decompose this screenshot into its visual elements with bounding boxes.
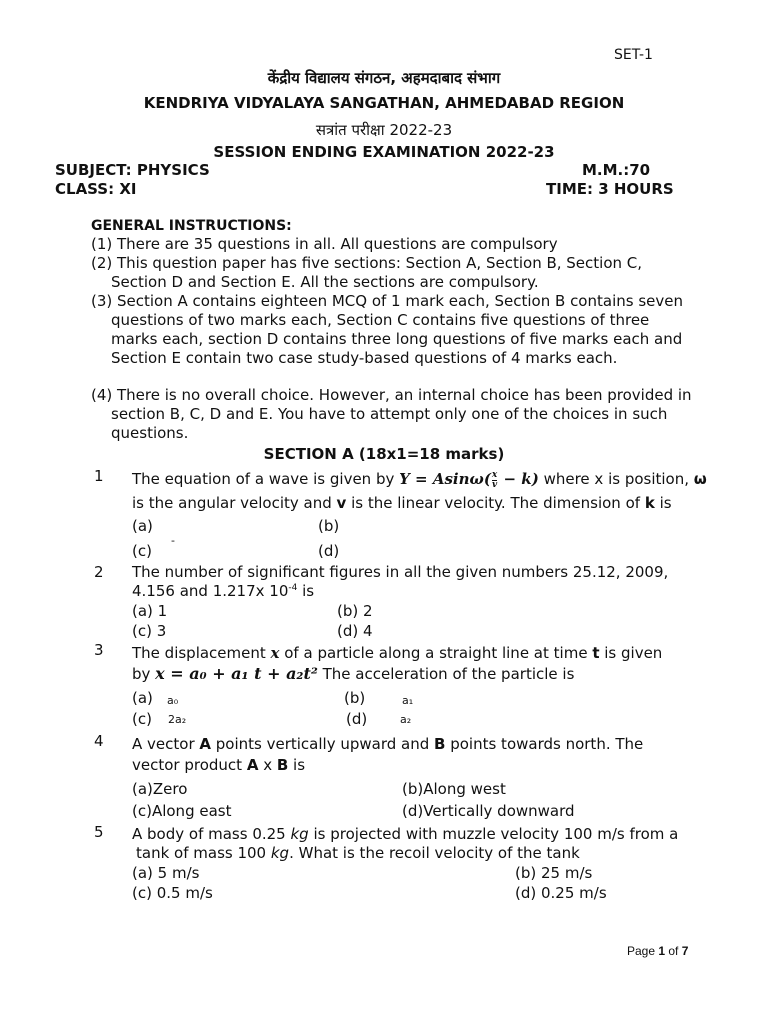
q2-option-c: (c) 3 [132,622,167,640]
q3-number: 3 [94,641,104,659]
q2-line2: 4.156 and 1.217x $10^{-4}$ is [132,582,315,600]
q2-line1: The number of significant figures in all the given numbers 25.12, 2009, [132,563,669,581]
q3-line1: The displacement x of a particle along a straight line at time t is given [132,644,663,662]
q4-option-b: (b)Along west [402,780,506,798]
q4-number: 4 [94,732,104,750]
instruction-2: (2) This question paper has five sections: Section A, Section B, Section C, Section D and Section E. All the sections are compulsory. [91,254,643,291]
q4-option-a: (a)Zero [132,780,188,798]
q5-number: 5 [94,823,104,841]
q2-option-a: (a) 1 [132,602,168,620]
q3-option-b: (b) [344,689,366,707]
q3-option-c-value: 2a₂ [168,713,187,726]
q4-line2: vector product A x B is [132,756,306,774]
q5-option-a: (a) 5 m/s [132,864,200,882]
q3-option-b-value: a₁ [402,694,414,707]
class-label: CLASS: XI [55,180,137,198]
q1-option-c-mark: - [171,534,175,547]
org-title: KENDRIYA VIDYALAYA SANGATHAN, AHMEDABAD REGION [143,94,625,112]
q5-option-c: (c) 0.5 m/s [132,884,213,902]
q1-number: 1 [94,467,104,485]
instruction-3: (3) Section A contains eighteen MCQ of 1 mark each, Section B contains seven questions of two marks each, Section C contains five questions of three marks each, section D contains three long questions of five marks each and Section E contain two case study-based questions of 4 marks each. [91,292,683,367]
q1-line1: The equation of a wave is given by Y = Asinω( $\frac{x}{v}$ − k) where x is position, ω [132,469,707,490]
q1-line2: is the angular velocity and v is the linear velocity. The dimension of k is [132,494,672,512]
instruction-4: (4) There is no overall choice. However, an internal choice has been provided in section B, C, D and E. You have to attempt only one of the choices in such questions. [91,386,692,442]
q3-line2: by x = a₀ + a₁ t + a₂t² The acceleration of the particle is [132,664,575,683]
q1-equation: Y = Asinω( $\frac{x}{v}$ − k) [399,469,539,490]
max-marks: M.M.:70 [582,161,651,179]
q3-option-c: (c) [132,710,152,728]
q2-number: 2 [94,563,104,581]
q5-line1: A body of mass 0.25 kg is projected with muzzle velocity 100 m/s from a [132,825,679,843]
q4-line1: A vector A points vertically upward and B points towards north. The [132,735,644,753]
q3-option-d: (d) [346,710,368,728]
subject: SUBJECT: PHYSICS [55,161,210,179]
q3-equation: x = a₀ + a₁ t + a₂t² [155,664,318,683]
q5-option-b: (b) 25 m/s [515,864,593,882]
q1-option-a: (a) [132,517,153,535]
instructions-heading: GENERAL INSTRUCTIONS: [91,218,292,234]
hindi-exam-title: सत्रांत परीक्षा 2022-23 [315,121,453,139]
q4-option-c: (c)Along east [132,802,232,820]
section-a-title: SECTION A (18x1=18 marks) [263,445,505,463]
hindi-org-title: केंद्रीय विद्यालय संगठन, अहमदाबाद संभाग [267,69,501,87]
q4-option-d: (d)Vertically downward [402,802,575,820]
time-label: TIME: 3 HOURS [546,180,674,198]
q1-option-b: (b) [318,517,340,535]
q1-option-c: (c) [132,542,152,560]
q3-option-a-value: a₀ [167,694,179,707]
q3-option-d-value: a₂ [400,713,412,726]
q2-option-d: (d) 4 [337,622,373,640]
q1-option-d: (d) [318,542,340,560]
set-label: SET-1 [614,47,653,63]
q2-option-b: (b) 2 [337,602,373,620]
q5-option-d: (d) 0.25 m/s [515,884,607,902]
exam-title: SESSION ENDING EXAMINATION 2022-23 [213,143,555,161]
page-footer: Page 1 of 7 [627,944,689,958]
q3-option-a: (a) [132,689,153,707]
q5-line2: tank of mass 100 kg. What is the recoil velocity of the tank [136,844,580,862]
instruction-1: (1) There are 35 questions in all. All questions are compulsory [91,235,558,253]
